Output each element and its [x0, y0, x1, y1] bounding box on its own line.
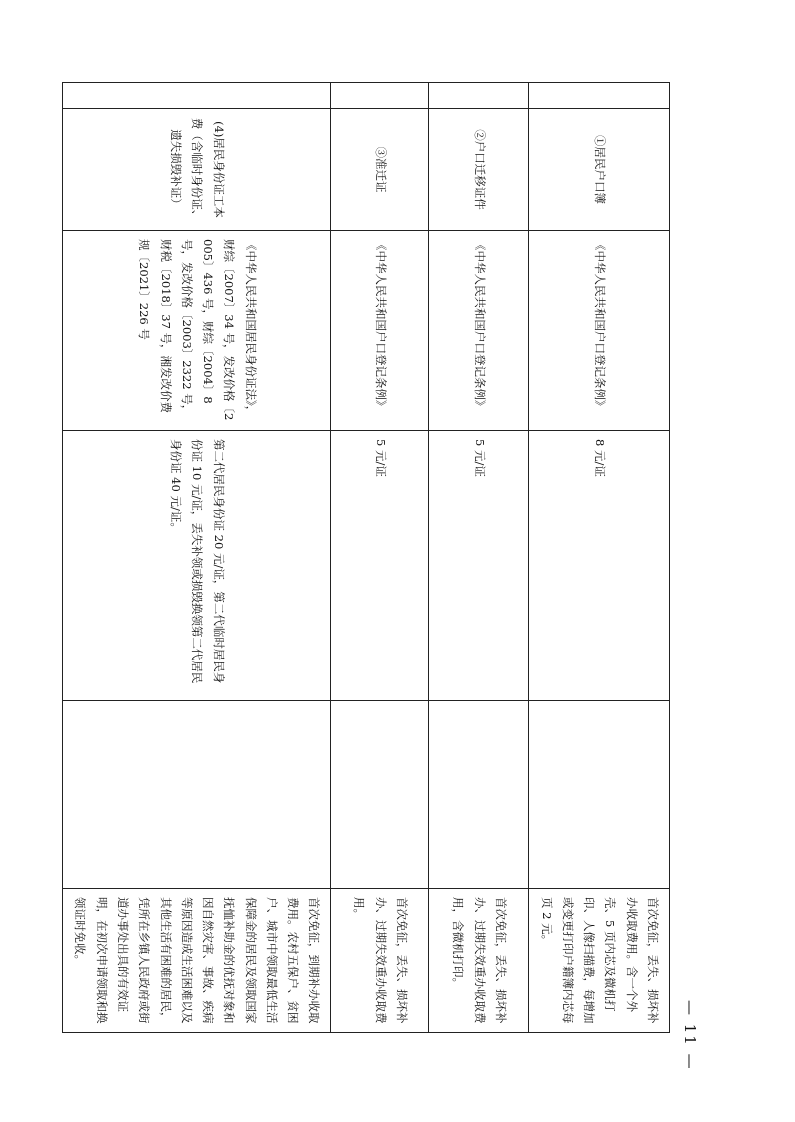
blank-cell [429, 83, 529, 109]
blank-cell [529, 701, 670, 889]
legal-basis: 《中华人民共和国户口登记条例》 [529, 231, 670, 431]
fee-standard: 8 元/证 [529, 431, 670, 701]
item-name: ①居民户口簿 [529, 109, 670, 231]
blank-cell [63, 83, 331, 109]
legal-basis: 《中华人民共和国户口登记条例》 [429, 231, 529, 431]
fee-note: 首次免征，到期补办收取费用。农村五保户、贫困户、城市中领取最低生活保障金的居民及领取国家抚恤补助金的优抚对象和因自然灾害、事故、疾病等原因造成生活困难以及其他生活有困难的居民，凭所在乡镇人民政府或街道办事处出具的有效证明，在初次申请领取和换领证时免收。 [63, 889, 331, 1033]
fee-standard: 5 元/证 [331, 431, 429, 701]
fee-note: 首次免征，丢失、损坏补办收取费用。含一个外壳、5 页内芯及微机打印、人像扫描费，每增加或变更打印户籍簿内芯每页 2 元。 [529, 889, 670, 1033]
fee-standard: 5 元/证 [429, 431, 529, 701]
fee-note: 首次免征，丢失、损坏补办、过期失效重办收取费用。 [331, 889, 429, 1033]
fee-note: 首次免征，丢失、损坏补办、过期失效重办收取费用，含微机打印。 [429, 889, 529, 1033]
blank-cell [331, 701, 429, 889]
fee-standard: 第二代居民身份证 20 元/证，第二代临时居民身份证 10 元/证，丢失补领或损毁换领第二代居民身份证 40 元/证。 [63, 431, 331, 701]
fee-table [62, 82, 670, 1033]
table-row [429, 83, 529, 1033]
legal-basis: 《中华人民共和国居民身份证法》，财综〔2007〕34 号，发改价格〔2005〕436 号，财综〔2004〕8 号，发改价格〔2003〕2322 号，财税〔2018〕37 号，湘发改价费规〔2021〕226 号 [63, 231, 331, 431]
blank-cell [529, 83, 670, 109]
item-name: ③准迁证 [331, 109, 429, 231]
blank-cell [331, 83, 429, 109]
table-row [529, 83, 670, 1033]
legal-basis: 《中华人民共和国户口登记条例》 [331, 231, 429, 431]
blank-cell [63, 701, 331, 889]
table-row [63, 83, 331, 1033]
item-name: ②户口迁移证件 [429, 109, 529, 231]
table-row [331, 83, 429, 1033]
blank-cell [429, 701, 529, 889]
item-name: (4)居民身份证工本费（含临时身份证、遗失损毁补证） [63, 109, 331, 231]
page-number: — 11 — [681, 1000, 699, 1071]
